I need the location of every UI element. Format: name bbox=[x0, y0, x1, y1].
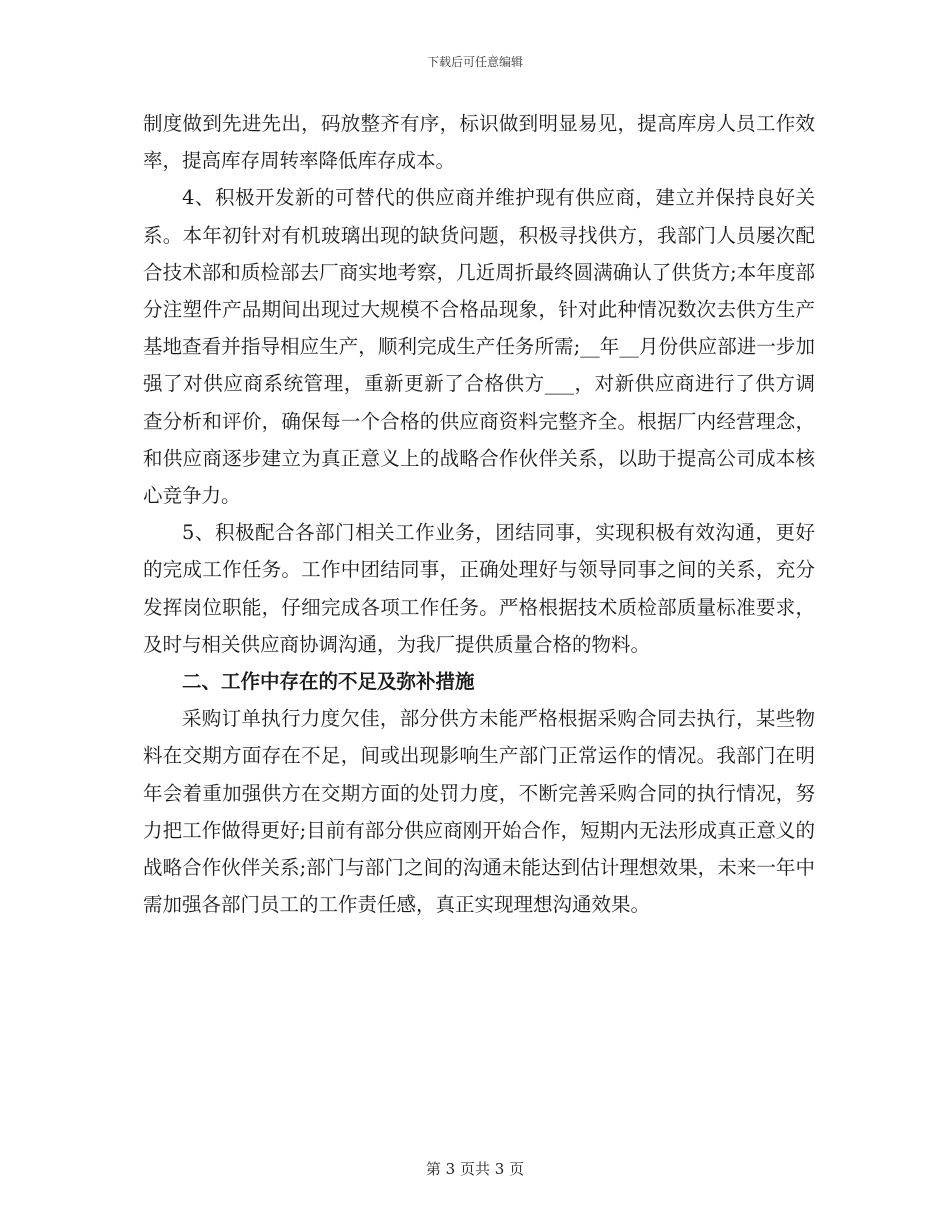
paragraph-item-5: 5、积极配合各部门相关工作业务，团结同事，实现积极有效沟通，更好的完成工作任务。工作中团结同事，正确处理好与领导同事之间的关系，充分发挥岗位职能，仔细完成各项工作任务。严格根据技术质检部质量标准要求，及时与相关供应商协调沟通，为我厂提供质量合格的物料。 bbox=[143, 521, 815, 656]
page-header: 下载后可任意编辑 bbox=[426, 55, 523, 69]
paragraph-item-4: 4、积极开发新的可替代的供应商并维护现有供应商，建立并保持良好关系。本年初针对有机玻璃出现的缺货问题，积极寻找供方，我部门人员屡次配合技术部和质检部去厂商实地考察，几近周折最终圆满确认了供货方;本年度部分注塑件产品期间出现过大规模不合格品现象，针对此种情况数次去供方生产基地查看并指导相应生产，顺利完成生产任务所需;__年__月份供应部进一步加强了对供应商系统管理，重新更新了合格供方___，对新供应商进行了供方调查分析和评价，确保每一个合格的供应商资料完整齐全。根据厂内经营理念，和供应商逐步建立为真正意义上的战略合作伙伴关系，以助于提高公司成本核心竞争力。 bbox=[143, 186, 815, 508]
section-heading: 二、工作中存在的不足及弥补措施 bbox=[182, 670, 475, 694]
page-number: 第 3 页共 3 页 bbox=[425, 1160, 525, 1178]
paragraph-continuation: 制度做到先进先出，码放整齐有序，标识做到明显易见，提高库房人员工作效率，提高库存周转率降低库存成本。 bbox=[143, 112, 815, 173]
paragraph-shortcomings: 采购订单执行力度欠佳，部分供方未能严格根据采购合同去执行，某些物料在交期方面存在不足，间或出现影响生产部门正常运作的情况。我部门在明年会着重加强供方在交期方面的处罚力度，不断完善采购合同的执行情况，努力把工作做得更好;目前有部分供应商刚开始合作，短期内无法形成真正意义的战略合作伙伴关系;部门与部门之间的沟通未能达到估计理想效果，未来一年中需加强各部门员工的工作责任感，真正实现理想沟通效果。 bbox=[143, 707, 815, 917]
document-body bbox=[143, 105, 815, 923]
